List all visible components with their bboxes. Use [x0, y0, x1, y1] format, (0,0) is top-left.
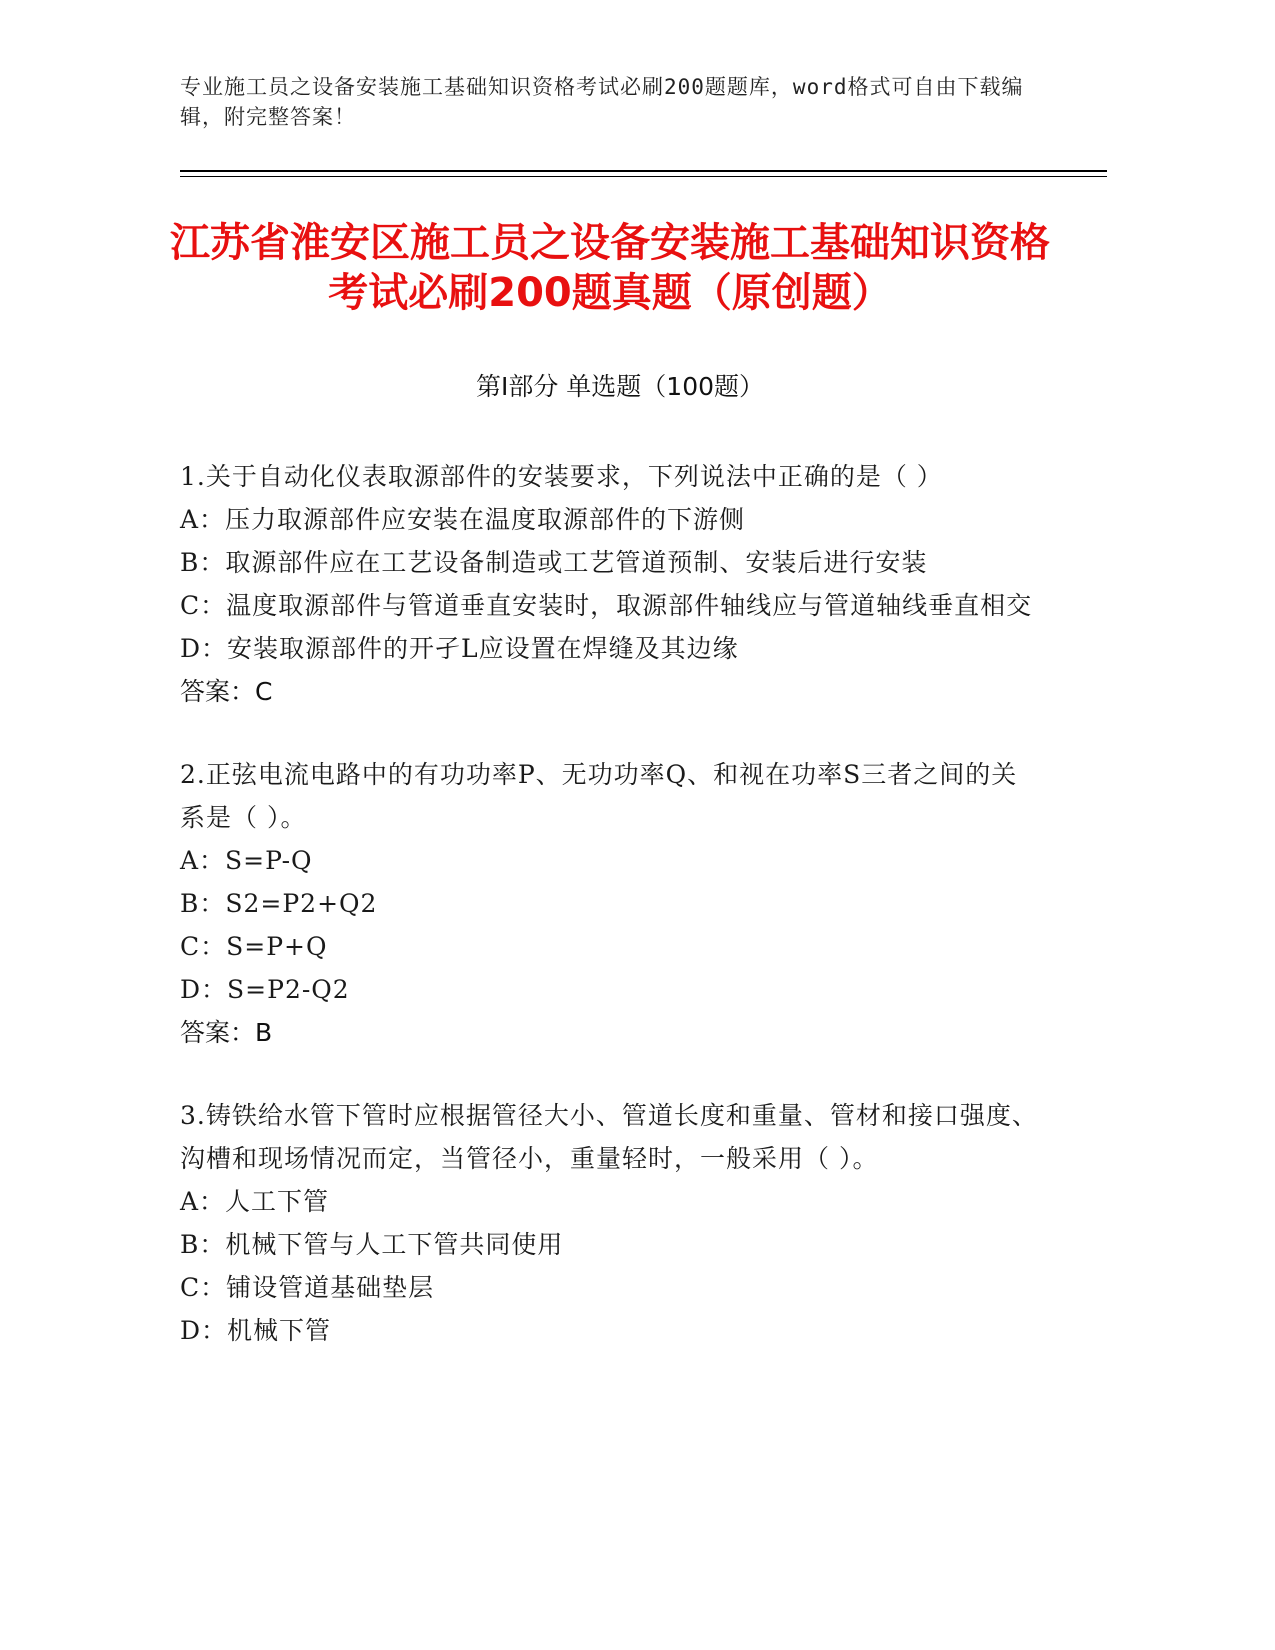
question-item-3 — [180, 1094, 1040, 1352]
answer-line: 答案：C — [180, 677, 273, 706]
option-a: A：人工下管 — [180, 1187, 330, 1216]
option-d: D：机械下管 — [180, 1316, 332, 1345]
option-d: D：安装取源部件的开孑L应设置在焊缝及其边缘 — [180, 634, 739, 663]
document-title: 江苏省淮安区施工员之设备安装施工基础知识资格考试必刷200题真题（原创题） — [170, 220, 1050, 316]
option-c: C：铺设管道基础垫层 — [180, 1273, 435, 1302]
option-a: A：压力取源部件应安装在温度取源部件的下游侧 — [180, 505, 746, 534]
answer-line: 答案：B — [180, 1018, 273, 1047]
question-item-1 — [180, 455, 1040, 713]
option-a: A：S=P-Q — [180, 846, 313, 875]
header-divider-thick — [180, 170, 1107, 172]
option-d: D：S=P2-Q2 — [180, 975, 350, 1004]
header-divider-thin — [180, 176, 1107, 177]
option-b: B：机械下管与人工下管共同使用 — [180, 1230, 564, 1259]
question-list — [180, 455, 1040, 1392]
option-c: C：S=P+Q — [180, 932, 328, 961]
option-c: C：温度取源部件与管道垂直安装时，取源部件轴线应与管道轴线垂直相交 — [180, 591, 1033, 620]
option-b: B：S2=P2+Q2 — [180, 889, 378, 918]
question-stem: 2.正弦电流电路中的有功功率P、无功功率Q、和视在功率S三者之间的关系是（ ）。 — [180, 760, 1018, 832]
question-item-2 — [180, 753, 1040, 1054]
header-note: 专业施工员之设备安装施工基础知识资格考试必刷200题题库，word格式可自由下载编辑，附完整答案！ — [180, 75, 1024, 129]
question-stem: 1.关于自动化仪表取源部件的安装要求，下列说法中正确的是（ ） — [180, 462, 943, 491]
question-stem: 3.铸铁给水管下管时应根据管径大小、管道长度和重量、管材和接口强度、沟槽和现场情况而定，当管径小，重量轻时，一般采用（ ）。 — [180, 1101, 1038, 1173]
option-b: B：取源部件应在工艺设备制造或工艺管道预制、安装后进行安装 — [180, 548, 928, 577]
section-title: 第Ⅰ部分 单选题（100题） — [475, 372, 765, 401]
